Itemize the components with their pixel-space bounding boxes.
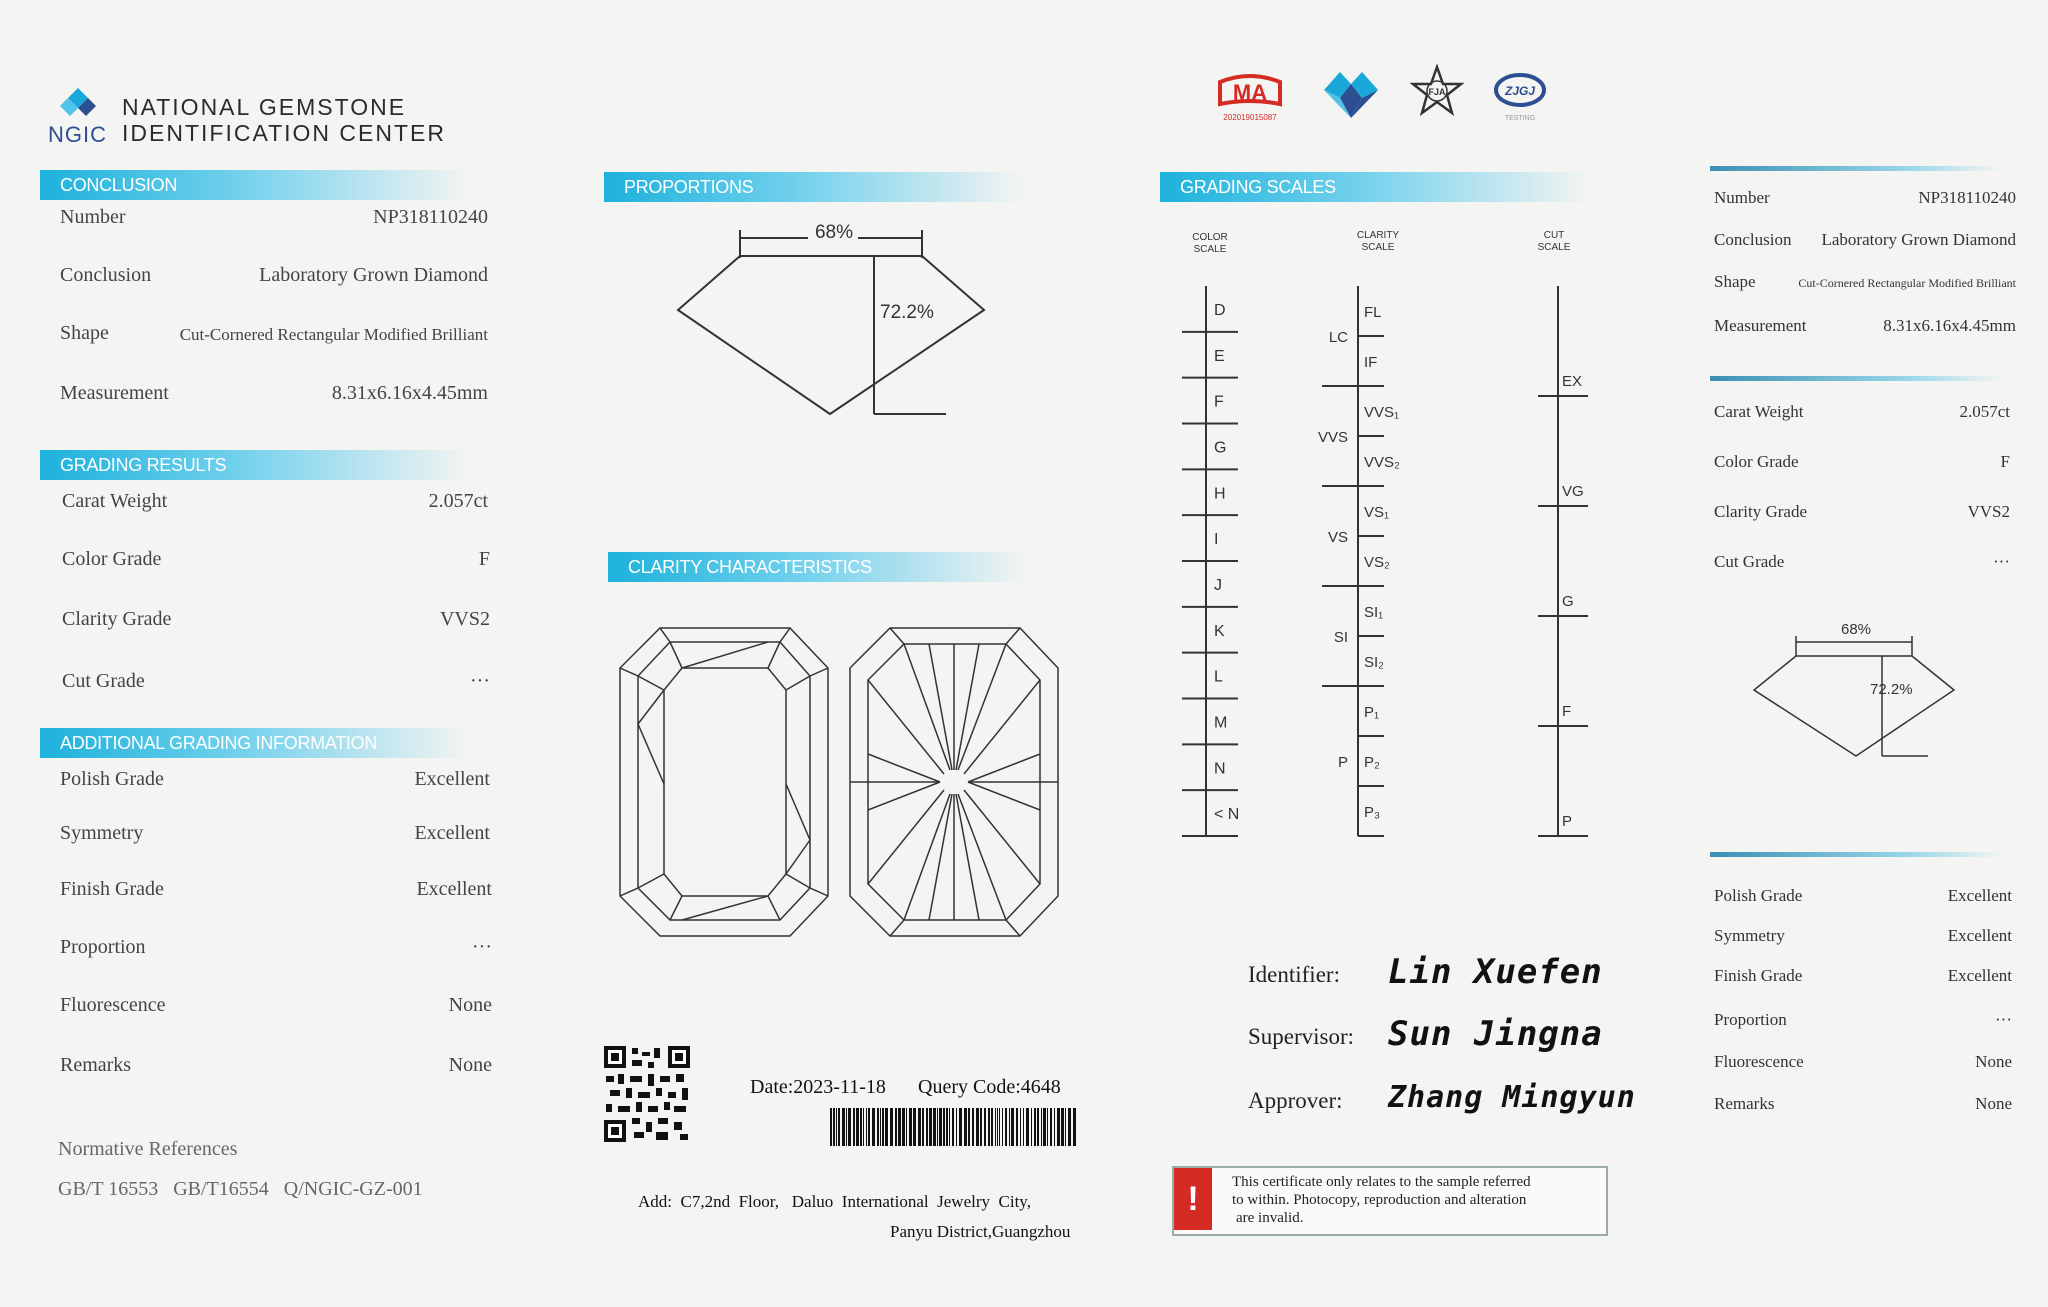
clarity-grade-label: P₃ [1364,804,1381,821]
warning-icon: ! [1174,1168,1212,1230]
clarity-grade-label: IF [1364,354,1378,371]
summary-clarity-label: Clarity Grade [1714,502,1807,521]
color-grade-label: L [1214,668,1223,686]
shape-label: Shape [60,322,109,344]
number-value: NP318110240 [373,206,488,228]
shape-value: Cut-Cornered Rectangular Modified Brilliant [179,325,488,344]
color-grade-label: F [1214,393,1224,411]
summary-remarks-value: None [1975,1094,2012,1113]
color-grade-label: E [1214,347,1225,365]
clarity-grade-label: SI₁ [1364,604,1384,621]
number-label: Number [60,206,126,228]
cut-grade-label: EX [1562,373,1583,390]
zjgj-sub: TESTING [1504,115,1536,122]
notice-box [1172,1166,1608,1236]
clarity-grade-value: VVS2 [439,608,490,630]
summary-finish-value: Excellent [1947,966,2012,985]
issue-date: Date:2023-11-18 [750,1076,886,1098]
cma-number: 202019015087 [1223,113,1277,122]
summary-diamond-profile [1750,612,1960,762]
clarity-group-label: LC [1328,329,1348,346]
color-grade-label: K [1214,622,1225,640]
cut-grade-label: F [1562,703,1572,720]
clarity-grade-label: Clarity Grade [62,608,172,630]
barcode[interactable] [830,1108,1076,1146]
identifier-signature: Lin Xuefen [1388,952,1603,992]
star-seal-icon [1410,64,1464,118]
normative-references-value: GB/T 16553 GB/T16554 Q/NGIC-GZ-001 [58,1178,423,1200]
clarity-scale-title-1: CLARITY [1356,230,1400,241]
summary-rule-1 [1710,166,2000,171]
conclusion-section-title: CONCLUSION [40,170,470,200]
clarity-group-label: P [1337,754,1348,771]
zjgj-mark [1490,68,1550,126]
color-grade-label: D [1214,301,1226,319]
proportion-value: ··· [472,936,492,958]
summary-conclusion-value: Laboratory Grown Diamond [1821,230,2016,249]
address-line1: Add: C7,2nd Floor, Daluo International Jewelry City, [638,1192,1031,1211]
table-percent: 68% [814,222,854,243]
measurement-label: Measurement [60,382,169,404]
summary-table-percent: 68% [1840,621,1872,638]
clarity-characteristics-section-title: CLARITY CHARACTERISTICS [608,552,1028,582]
summary-carat-label: Carat Weight [1714,402,1804,421]
summary-proportion-label: Proportion [1714,1010,1787,1029]
summary-shape-label: Shape [1714,272,1756,291]
color-grade-value: F [478,548,490,570]
cut-grade-label: Cut Grade [62,670,145,692]
finish-grade-label: Finish Grade [60,878,164,900]
clarity-plot-diagram [614,624,1074,944]
additional-info-section-title: ADDITIONAL GRADING INFORMATION [40,728,470,758]
color-grade-label: H [1214,485,1226,503]
grading-scales-section-title: GRADING SCALES [1160,172,1590,202]
summary-clarity-value: VVS2 [1967,502,2010,521]
color-grade-label: M [1214,714,1228,732]
remarks-label: Remarks [60,1054,132,1076]
approver-signature: Zhang Mingyun [1388,1080,1636,1115]
carat-weight-label: Carat Weight [62,490,168,512]
clarity-grade-label: VS₁ [1364,504,1390,521]
supervisor-signature: Sun Jingna [1388,1014,1603,1054]
color-grade-label: I [1214,531,1219,549]
summary-depth-percent: 72.2% [1870,681,1913,698]
fja-mark [1410,64,1464,118]
clarity-group-label: SI [1333,629,1348,646]
summary-carat-value: 2.057ct [1959,402,2010,421]
barcode-icon [830,1108,1076,1146]
symmetry-label: Symmetry [60,822,144,844]
notice-line3: are invalid. [1236,1210,1304,1226]
fja-label: FJA [1428,87,1446,97]
cut-grade-value: ··· [470,670,490,692]
ngic-mark [1320,68,1382,122]
summary-cut-value: ··· [1993,552,2010,571]
summary-fluorescence-value: None [1975,1052,2012,1071]
qr-code-icon [604,1046,690,1142]
cma-mark [1214,70,1286,126]
fluorescence-value: None [448,994,492,1016]
summary-measurement-value: 8.31x6.16x4.45mm [1883,316,2016,335]
summary-proportion-value: ··· [1995,1010,2012,1029]
grading-results-section-title: GRADING RESULTS [40,450,470,480]
clarity-group-label: VS [1327,529,1348,546]
summary-symmetry-label: Symmetry [1714,926,1785,945]
remarks-value: None [448,1054,492,1076]
diamond-profile-diagram [660,218,1000,428]
summary-rule-2 [1710,376,2000,381]
notice-line1: This certificate only relates to the sample referred [1232,1174,1531,1190]
proportion-label: Proportion [60,936,146,958]
color-grade-label: Color Grade [62,548,162,570]
fluorescence-label: Fluorescence [60,994,166,1016]
color-grade-label: < N [1214,806,1240,824]
diamond-badge-icon [1320,68,1382,122]
grading-scales-chart [1170,224,1610,844]
carat-weight-value: 2.057ct [428,490,488,512]
identifier-label: Identifier: [1248,962,1340,987]
clarity-scale-title-2: SCALE [1361,242,1395,253]
polish-grade-label: Polish Grade [60,768,164,790]
clarity-grade-label: VS₂ [1364,554,1390,571]
cut-grade-label: G [1562,593,1574,610]
summary-color-value: F [2000,452,2010,471]
proportions-diagram [660,218,1000,428]
cut-grade-label: VG [1562,483,1584,500]
polish-grade-value: Excellent [414,768,490,790]
summary-rule-3 [1710,852,2000,857]
clarity-grade-label: SI₂ [1364,654,1384,671]
summary-number-label: Number [1714,188,1770,207]
cut-grade-label: P [1562,813,1573,830]
color-grade-label: G [1214,439,1227,457]
cma-label: MA [1232,80,1268,105]
notice-line2: to within. Photocopy, reproduction and alteration [1232,1192,1527,1208]
summary-number-value: NP318110240 [1918,188,2016,207]
grading-scales-diagram [1170,224,1610,844]
conclusion-label: Conclusion [60,264,152,286]
logo-abbr: NGIC [48,122,107,147]
clarity-grade-label: P₁ [1364,704,1380,721]
normative-references-label: Normative References [58,1138,238,1160]
measurement-value: 8.31x6.16x4.45mm [331,382,488,404]
approver-label: Approver: [1248,1088,1343,1113]
color-grade-label: J [1214,576,1222,594]
qr-code[interactable] [604,1046,690,1142]
summary-finish-label: Finish Grade [1714,966,1803,985]
conclusion-value: Laboratory Grown Diamond [259,264,488,286]
clarity-grade-label: FL [1364,304,1382,321]
depth-percent: 72.2% [880,302,934,323]
finish-grade-value: Excellent [416,878,492,900]
color-grade-label: N [1214,760,1226,778]
cma-icon [1214,70,1286,126]
address-line2: Panyu District,Guangzhou [890,1222,1071,1241]
clarity-grade-label: P₂ [1364,754,1380,771]
summary-cut-label: Cut Grade [1714,552,1785,571]
color-scale-title-2: SCALE [1193,244,1227,255]
summary-conclusion-label: Conclusion [1714,230,1792,249]
org-name-line1: NATIONAL GEMSTONE [122,94,407,120]
clarity-group-label: VVS [1317,429,1348,446]
cut-scale-title-1: CUT [1543,230,1565,241]
summary-measurement-label: Measurement [1714,316,1807,335]
cut-scale-title-2: SCALE [1537,242,1571,253]
proportions-section-title: PROPORTIONS [604,172,1024,202]
diamond-facet-plot [614,624,1074,944]
summary-polish-value: Excellent [1947,886,2012,905]
clarity-grade-label: VVS₂ [1364,454,1400,471]
summary-symmetry-value: Excellent [1947,926,2012,945]
zjgj-icon [1490,68,1550,126]
org-name-line2: IDENTIFICATION CENTER [122,120,446,146]
summary-fluorescence-label: Fluorescence [1714,1052,1804,1071]
summary-color-label: Color Grade [1714,452,1799,471]
supervisor-label: Supervisor: [1248,1024,1355,1049]
zjgj-label: ZJGJ [1504,84,1536,98]
query-code: Query Code:4648 [918,1076,1061,1098]
clarity-grade-label: VVS₁ [1364,404,1400,421]
color-scale-title-1: COLOR [1192,232,1228,243]
summary-remarks-label: Remarks [1714,1094,1775,1113]
symmetry-value: Excellent [414,822,490,844]
summary-shape-value: Cut-Cornered Rectangular Modified Brilliant [1798,276,2016,290]
summary-proportions-diagram [1750,612,1960,762]
summary-polish-label: Polish Grade [1714,886,1803,905]
